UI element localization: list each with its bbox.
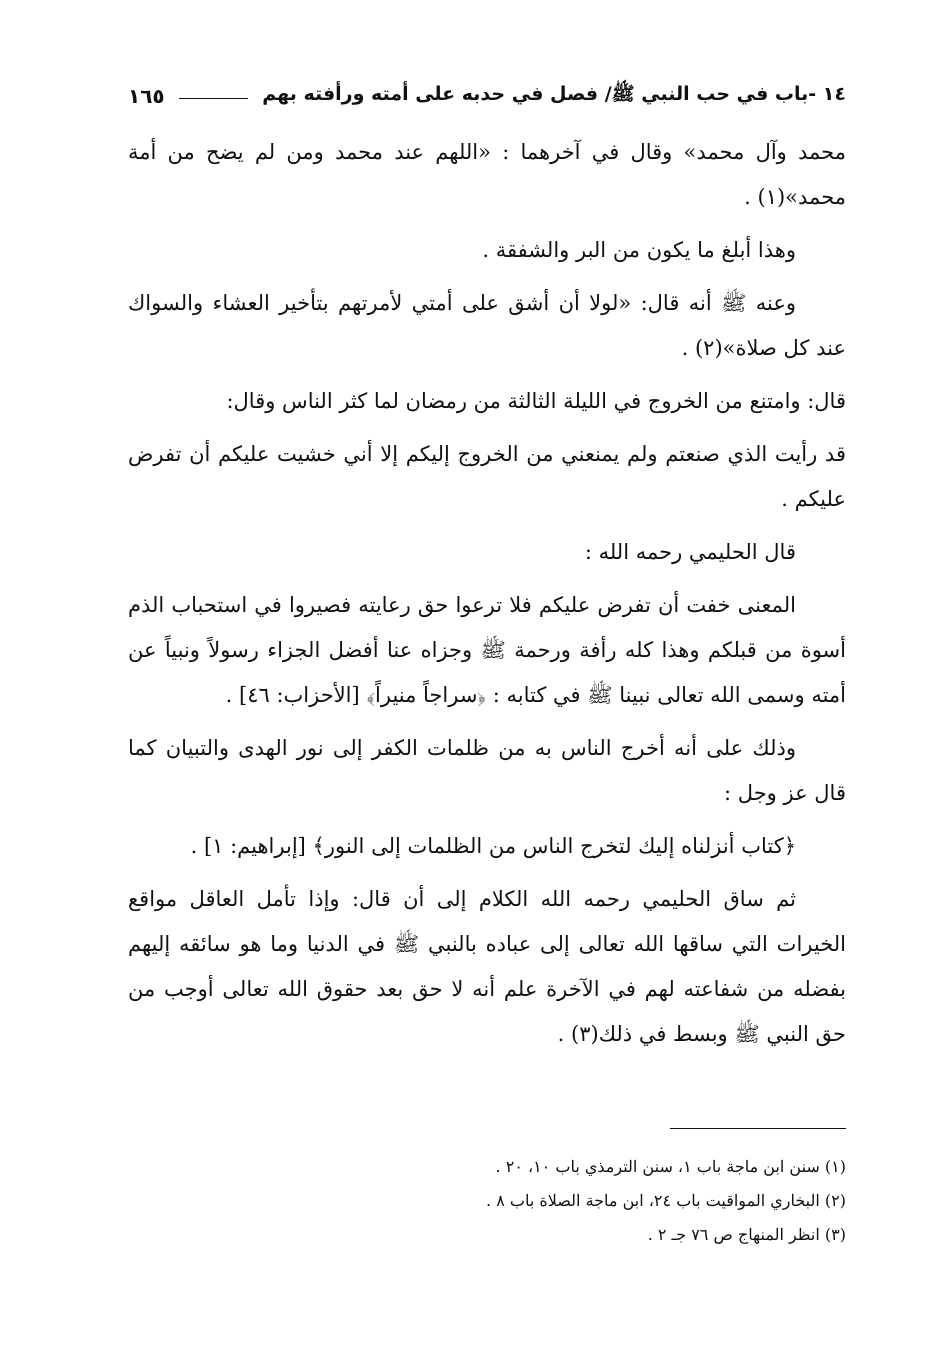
footnotes xyxy=(128,1150,846,1252)
footnote-1: (١) سنن ابن ماجة باب ١، سنن الترمذي باب ١٠، ٢٠ . xyxy=(495,1157,846,1176)
paragraph-5: قد رأيت الذي صنعتم ولم يمنعني من الخروج إليكم إلا أني خشيت عليكم أن تفرض عليكم . xyxy=(128,442,846,511)
paragraph-4: قال: وامتنع من الخروج في الليلة الثالثة من رمضان لما كثر الناس وقال: xyxy=(226,389,846,413)
paragraph-6: قال الحليمي رحمه الله : xyxy=(584,540,796,564)
main-text xyxy=(128,130,846,1065)
footnote-separator xyxy=(670,1128,846,1129)
paragraph-9: ﴿كتاب أنزلناه إليك لتخرج الناس من الظلمات إلى النور﴾ [إبراهيم: ١] . xyxy=(190,834,796,858)
paragraph-7: المعنى خفت أن تفرض عليكم فلا ترعوا حق رعايته فصيروا في استحباب الذم أسوة من قبلكم وهذا كله رأفة ورحمة ﷺ وجزاه عنا أفضل الجزاء رسولاً ونبياً عن أمته وسمى الله تعالى نبينا ﷺ في كتابه : ﴿سراجاً منيراً﴾ [الأحزاب: ٤٦] . xyxy=(128,593,846,707)
paragraph-10: ثم ساق الحليمي رحمه الله الكلام إلى أن قال: وإذا تأمل العاقل مواقع الخيرات التي ساقها الله تعالى إلى عباده بالنبي ﷺ في الدنيا وما هو سائقه إليهم بفضله من شفاعته لهم في الآخرة علم أنه لا حق بعد حقوق الله تعالى أوجب من حق النبي ﷺ وبسط في ذلك(٣) . xyxy=(128,887,846,1046)
running-header xyxy=(128,78,846,114)
paragraph-1: محمد وآل محمد» وقال في آخرهما : «اللهم عند محمد ومن لم يضح من أمة محمد»(١) . xyxy=(128,140,846,209)
footnote-3: (٣) انظر المنهاج ص ٧٦ جـ ٢ . xyxy=(647,1225,846,1244)
paragraph-8: وذلك على أنه أخرج الناس به من ظلمات الكفر إلى نور الهدى والتبيان كما قال عز وجل : xyxy=(128,736,846,805)
footnote-2: (٢) البخاري المواقيت باب ٢٤، ابن ماجة الصلاة باب ٨ . xyxy=(486,1191,846,1210)
paragraph-3: وعنه ﷺ أنه قال: «لولا أن أشق على أمتي لأمرتهم بتأخير العشاء والسواك عند كل صلاة»(٢) . xyxy=(128,291,846,360)
page-number: ١٦٥ xyxy=(128,84,165,108)
header-rule xyxy=(179,98,249,99)
chapter-title: ١٤ -باب في حب النبي ﷺ/ فصل في حدبه على أمته ورأفته بهم xyxy=(262,83,846,105)
paragraph-2: وهذا أبلغ ما يكون من البر والشفقة . xyxy=(482,238,796,262)
